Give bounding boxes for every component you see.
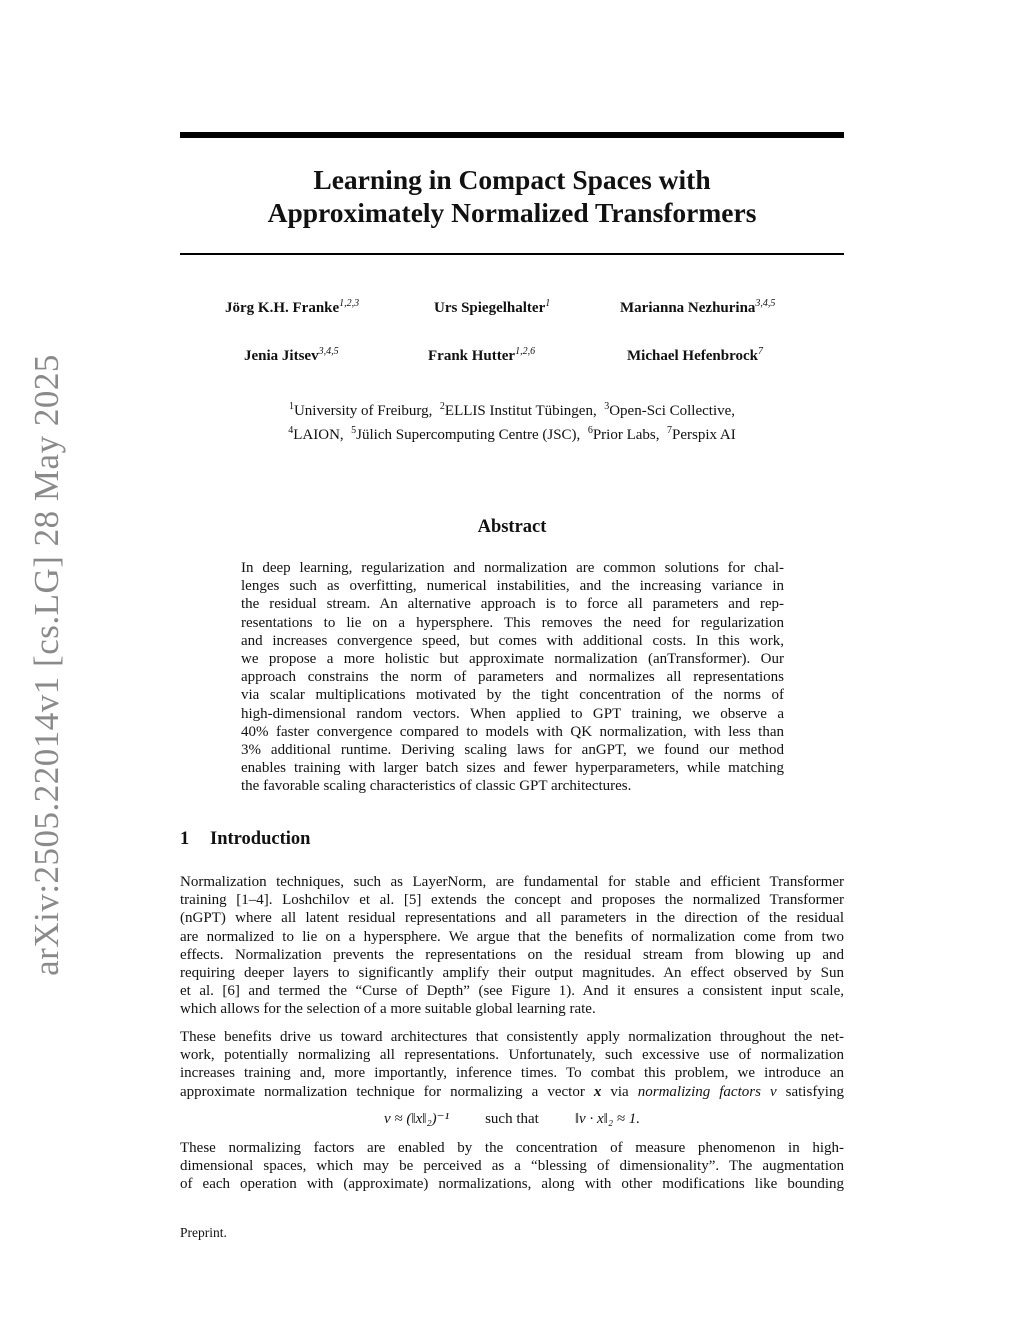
author: [244, 346, 339, 365]
section-number: 1: [180, 829, 190, 849]
paragraph-line: of each operation with (approximate) normalizations, along with other modifications like bounding: [180, 1176, 844, 1193]
abstract-line: approach constrains the norm of parameters and normalizes all representations: [241, 669, 784, 686]
title-bottom-rule: [180, 253, 844, 255]
equation-left: ν ≈ (‖x‖₂)⁻¹: [383, 1111, 450, 1127]
paper-title: [180, 163, 844, 229]
math-variable: x: [593, 1083, 602, 1100]
author-affiliation-marker: 3,4,5: [318, 346, 339, 357]
paragraph-line: (nGPT) where all latent residual representations and all parameters in the direction of the residual: [180, 910, 844, 927]
intro-paragraph: [180, 1028, 844, 1101]
abstract-line: via scalar multiplications motivated by the tight concentration of the norms of: [241, 687, 784, 704]
title-line: Learning in Compact Spaces with: [313, 164, 711, 195]
title-top-rule: [180, 132, 844, 138]
intro-paragraph: [180, 873, 844, 1019]
intro-paragraph: [180, 1139, 844, 1194]
abstract-line: enables training with larger batch sizes and fewer hyperparameters, while matching: [241, 760, 784, 777]
author: [620, 298, 775, 317]
paragraph-line: Normalization techniques, such as LayerNorm, are fundamental for stable and efficient Transformer: [180, 874, 844, 890]
affiliation-number: 7: [666, 425, 672, 436]
affiliation-number: 6: [587, 425, 593, 436]
title-line: Approximately Normalized Transformers: [267, 197, 757, 228]
author: [225, 298, 359, 317]
text-run: via: [601, 1083, 638, 1100]
affiliation-number: 1: [288, 401, 294, 412]
equation-right: ‖ν · x‖₂ ≈ 1.: [574, 1111, 641, 1127]
affiliation-line: [180, 421, 844, 445]
affiliation-name: University of Freiburg,: [293, 403, 433, 419]
author-affiliation-marker: 1: [545, 298, 551, 309]
section-title: Introduction: [210, 829, 311, 849]
author-name: Frank Hutter: [428, 348, 516, 364]
author-affiliation-marker: 1,2,3: [339, 298, 360, 309]
author-name: Marianna Nezhurina: [620, 300, 756, 316]
paragraph-line: effects. Normalization prevents the representations on the residual stream from blowing up and: [180, 946, 844, 963]
preprint-footer: Preprint.: [180, 1225, 227, 1240]
abstract-line: 3% additional runtime. Deriving scaling laws for anGPT, we found our method: [241, 741, 784, 758]
emphasized-term: normalizing factors ν: [637, 1083, 777, 1100]
paragraph-line: work, potentially normalizing all representations. Unfortunately, such excessive use of normalization: [180, 1047, 844, 1064]
paragraph-line: et al. [6] and termed the “Curse of Depth” (see Figure 1). And it ensures a consistent input scale,: [180, 983, 844, 1000]
abstract-heading: Abstract: [477, 517, 547, 537]
text-run: approximate normalization technique for normalizing a vector: [180, 1083, 594, 1100]
abstract-line: the favorable scaling characteristics of classic GPT architectures.: [241, 778, 632, 795]
author: [434, 298, 550, 317]
paragraph-line: These normalizing factors are enabled by the concentration of measure phenomenon in high-: [180, 1140, 844, 1156]
affiliation-number: 4: [288, 425, 294, 436]
author-row: [180, 346, 844, 370]
affiliations: [180, 397, 844, 445]
abstract-line: lenges such as overfitting, numerical instabilities, and the increasing variance in: [241, 578, 784, 595]
abstract-line: we propose a more holistic but approximate normalization (anTransformer). Our: [241, 650, 784, 667]
paragraph-line: training [1–4]. Loshchilov et al. [5] extends the concept and proposes the normalized Transformer: [180, 892, 844, 909]
paragraph-line: are normalized to lie on a hypersphere. We argue that the benefits of normalization come from two: [180, 928, 844, 945]
equation-connector: such that: [485, 1111, 539, 1127]
section-heading: [180, 829, 310, 850]
author-name: Jenia Jitsev: [244, 348, 319, 364]
affiliation-number: 5: [351, 425, 357, 436]
author-name: Michael Hefenbrock: [627, 348, 758, 364]
affiliation-line: [180, 397, 844, 421]
author-row: [180, 298, 844, 322]
abstract-line: resentations to lie on a hypersphere. This removes the need for regularization: [241, 614, 784, 631]
paragraph-line: [180, 1083, 844, 1101]
arxiv-identifier[interactable]: arXiv:2505.22014v1 [cs.LG] 28 May 2025: [27, 354, 66, 976]
author-name: Urs Spiegelhalter: [434, 300, 546, 316]
affiliation-number: 3: [604, 401, 610, 412]
paragraph-line: which allows for the selection of a more suitable global learning rate.: [180, 1001, 596, 1018]
author: [627, 346, 763, 365]
paragraph-line: increases training and, more importantly, inference times. To combat this problem, we introduce an: [180, 1065, 844, 1082]
text-run: satisfying: [776, 1083, 844, 1100]
abstract-text: [241, 559, 784, 795]
author-name: Jörg K.H. Franke: [225, 300, 340, 316]
paragraph-line: dimensional spaces, which may be perceived as a “blessing of dimensionality”. The augmentation: [180, 1158, 844, 1175]
equation: [180, 1109, 844, 1128]
affiliation-name: Open-Sci Collective,: [609, 403, 736, 419]
author-affiliation-marker: 3,4,5: [755, 298, 776, 309]
abstract-line: 40% faster convergence compared to models with QK normalization, with less than: [241, 723, 784, 740]
affiliation-number: 2: [439, 401, 445, 412]
author: [428, 346, 535, 365]
affiliation-name: Prior Labs,: [592, 427, 660, 443]
abstract-line: high-dimensional random vectors. When applied to GPT training, we observe a: [241, 705, 784, 722]
abstract-line: and increases convergence speed, but comes with additional costs. In this work,: [241, 632, 784, 649]
affiliation-name: Perspix AI: [671, 427, 736, 443]
affiliation-name: Jülich Supercomputing Centre (JSC),: [356, 427, 581, 443]
affiliation-name: LAION,: [293, 427, 344, 443]
abstract-line: In deep learning, regularization and normalization are common solutions for chal-: [241, 560, 784, 576]
abstract-line: the residual stream. An alternative approach is to force all parameters and rep-: [241, 596, 784, 613]
affiliation-name: ELLIS Institut Tübingen,: [444, 403, 597, 419]
author-affiliation-marker: 1,2,6: [515, 346, 536, 357]
author-affiliation-marker: 7: [757, 346, 763, 357]
paragraph-line: These benefits drive us toward architectures that consistently apply normalization throughout the net-: [180, 1029, 844, 1045]
paragraph-line: requiring deeper layers to significantly amplify their output magnitudes. An effect observed by Sun: [180, 964, 844, 981]
